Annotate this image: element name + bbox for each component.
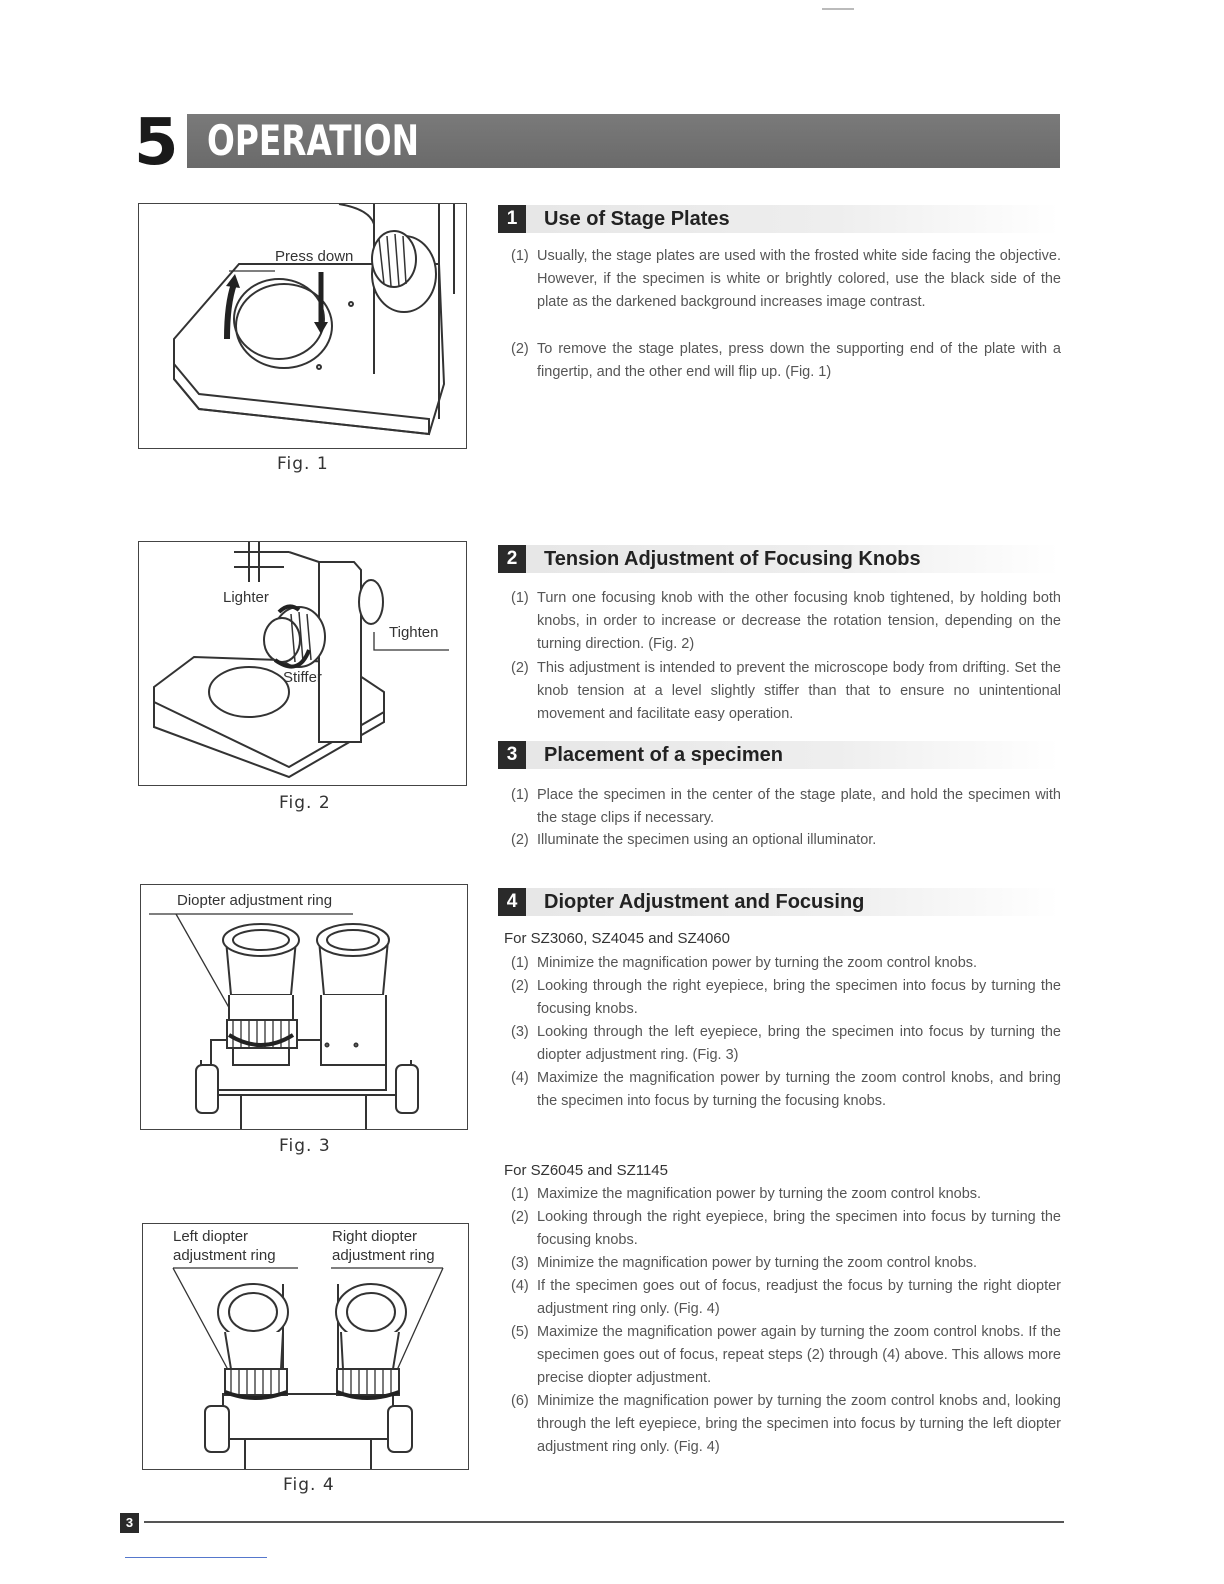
figure-3 bbox=[140, 884, 468, 1130]
section-4-group-a-heading: For SZ3060, SZ4045 and SZ4060 bbox=[504, 930, 730, 947]
section-3-number: 3 bbox=[498, 741, 526, 769]
chapter-number: 5 bbox=[134, 106, 179, 180]
section-1-item-2 bbox=[511, 338, 1061, 384]
item-text: If the specimen goes out of focus, readjust the focus by turning the right diopter adjustment ring only. (Fig. 4) bbox=[537, 1278, 1061, 1317]
section-1-title: Use of Stage Plates bbox=[544, 208, 730, 230]
section-3-item-1 bbox=[511, 784, 1061, 830]
item-text: Maximize the magnification power by turning the zoom control knobs. bbox=[537, 1186, 982, 1202]
item-text: Looking through the left eyepiece, bring the specimen into focus by turning the diopter adjustment ring. (Fig. 3) bbox=[537, 1024, 1061, 1063]
section-3-title: Placement of a specimen bbox=[544, 744, 783, 766]
section-4b-item-2 bbox=[511, 1206, 1061, 1252]
diopter-ring-illustration bbox=[141, 885, 467, 1129]
figure-1 bbox=[138, 203, 467, 449]
top-mark bbox=[822, 8, 854, 10]
item-number: (2) bbox=[511, 832, 529, 848]
chapter-title-bar bbox=[187, 114, 1060, 168]
figure-4-caption: Fig. 4 bbox=[283, 1475, 335, 1495]
item-number: (4) bbox=[511, 1070, 529, 1086]
item-text: Minimize the magnification power by turning the zoom control knobs. bbox=[537, 955, 978, 971]
label-diopter-ring: Diopter adjustment ring bbox=[177, 892, 333, 909]
section-4a-item-4 bbox=[511, 1067, 1061, 1113]
item-number: (2) bbox=[511, 341, 529, 357]
section-1-header bbox=[498, 205, 1060, 233]
item-number: (5) bbox=[511, 1324, 529, 1340]
section-4-title: Diopter Adjustment and Focusing bbox=[544, 891, 865, 913]
stage-plate-illustration bbox=[139, 204, 466, 448]
item-text: Minimize the magnification power by turning the zoom control knobs. bbox=[537, 1255, 978, 1271]
section-4-number: 4 bbox=[498, 888, 526, 916]
item-text: Looking through the right eyepiece, bring the specimen into focus by turning the focusing knobs. bbox=[537, 978, 1061, 1017]
figure-2 bbox=[138, 541, 467, 786]
focusing-knob-illustration bbox=[139, 542, 466, 785]
section-1-number: 1 bbox=[498, 205, 526, 233]
item-text: Minimize the magnification power by turning the zoom control knobs and, looking through the left eyepiece, bring the specimen into focus by turning the left diopter adjustment ring only. (Fig. 4) bbox=[537, 1393, 1061, 1455]
section-4a-item-2 bbox=[511, 975, 1061, 1021]
section-4a-item-3 bbox=[511, 1021, 1061, 1067]
item-text: This adjustment is intended to prevent the microscope body from drifting. Set the knob tension at a level slightly stiffer than that to ensure no unintentional movement and facilitate easy operation. bbox=[537, 660, 1061, 722]
item-text: Maximize the magnification power by turning the zoom control knobs, and bring the specimen into focus by turning the focusing knobs. bbox=[537, 1070, 1061, 1109]
item-text: Place the specimen in the center of the stage plate, and hold the specimen with the stage clips if necessary. bbox=[537, 787, 1061, 826]
item-number: (2) bbox=[511, 1209, 529, 1225]
item-number: (6) bbox=[511, 1393, 529, 1409]
item-number: (1) bbox=[511, 590, 529, 606]
section-4b-item-1 bbox=[511, 1183, 1061, 1206]
label-tighten: Tighten bbox=[389, 624, 439, 641]
item-text: To remove the stage plates, press down the supporting end of the plate with a fingertip, and the other end will flip up. (Fig. 1) bbox=[537, 341, 1061, 380]
section-3-item-2 bbox=[511, 829, 1061, 852]
section-2-header bbox=[498, 545, 1060, 573]
footer-rule bbox=[144, 1521, 1064, 1523]
item-number: (3) bbox=[511, 1024, 529, 1040]
section-4b-item-4 bbox=[511, 1275, 1061, 1321]
section-4a-item-1 bbox=[511, 952, 1061, 975]
section-4b-item-5 bbox=[511, 1321, 1061, 1390]
label-right-diopter-2: adjustment ring bbox=[332, 1247, 435, 1264]
item-text: Maximize the magnification power again by turning the zoom control knobs. If the specimen goes out of focus, repeat steps (2) through (4) above. This allows more precise diopter adjustment. bbox=[537, 1324, 1061, 1386]
section-4-group-b-heading: For SZ6045 and SZ1145 bbox=[504, 1162, 668, 1179]
label-lighter: Lighter bbox=[223, 589, 269, 606]
section-4b-item-6 bbox=[511, 1390, 1061, 1459]
item-number: (4) bbox=[511, 1278, 529, 1294]
item-text: Looking through the right eyepiece, bring the specimen into focus by turning the focusing knobs. bbox=[537, 1209, 1061, 1248]
section-4-header bbox=[498, 888, 1060, 916]
section-2-number: 2 bbox=[498, 545, 526, 573]
section-4b-item-3 bbox=[511, 1252, 1061, 1275]
page-number: 3 bbox=[120, 1513, 139, 1533]
bottom-blue-line bbox=[125, 1557, 267, 1558]
label-right-diopter-1: Right diopter bbox=[332, 1228, 418, 1245]
figure-3-caption: Fig. 3 bbox=[279, 1136, 331, 1156]
label-left-diopter-2: adjustment ring bbox=[173, 1247, 276, 1264]
item-number: (2) bbox=[511, 978, 529, 994]
section-2-item-2 bbox=[511, 657, 1061, 726]
label-stiffer: Stiffer bbox=[283, 669, 322, 686]
item-number: (1) bbox=[511, 248, 529, 264]
item-text: Usually, the stage plates are used with the frosted white side facing the objective. However, if the specimen is white or brightly colored, use the black side of the plate as the darkened background increases image contrast. bbox=[537, 248, 1061, 310]
item-number: (1) bbox=[511, 955, 529, 971]
item-number: (1) bbox=[511, 787, 529, 803]
section-3-header bbox=[498, 741, 1060, 769]
section-2-item-1 bbox=[511, 587, 1061, 656]
figure-2-caption: Fig. 2 bbox=[279, 793, 331, 813]
item-number: (1) bbox=[511, 1186, 529, 1202]
figure-4 bbox=[142, 1223, 469, 1470]
item-text: Illuminate the specimen using an optional illuminator. bbox=[537, 832, 877, 848]
label-left-diopter-1: Left diopter bbox=[173, 1228, 249, 1245]
section-1-item-1 bbox=[511, 245, 1061, 314]
section-2-title: Tension Adjustment of Focusing Knobs bbox=[544, 548, 921, 570]
chapter-title: OPERATION bbox=[207, 116, 420, 165]
item-text: Turn one focusing knob with the other focusing knob tightened, by holding both knobs, in order to increase or decrease the rotation tension, depending on the turning direction. (Fig. 2) bbox=[537, 590, 1061, 652]
figure-1-caption: Fig. 1 bbox=[277, 454, 329, 474]
label-press-down: Press down bbox=[275, 248, 354, 265]
item-number: (2) bbox=[511, 660, 529, 676]
item-number: (3) bbox=[511, 1255, 529, 1271]
